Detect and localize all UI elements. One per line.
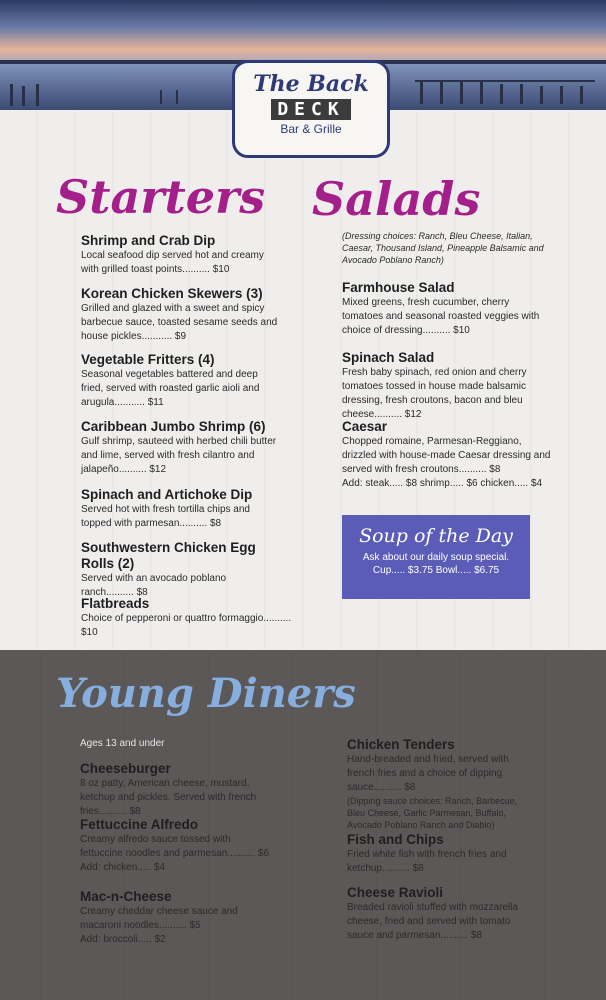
item-name: Korean Chicken Skewers (3)	[81, 286, 263, 301]
kids-item	[80, 817, 275, 875]
starter-item	[81, 233, 281, 277]
kids-item	[347, 737, 537, 831]
starter-item	[81, 487, 281, 531]
salad-item	[342, 280, 552, 338]
item-addons: Add: chicken..... $4	[80, 862, 166, 873]
item-name: Caesar	[342, 419, 388, 434]
item-description: Mixed greens, fresh cucumber, cherry tomatoes and seasonal roasted veggies with choice of dressing.......... $10	[342, 297, 540, 336]
item-description: Fresh baby spinach, red onion and cherry tomatoes tossed in house made balsamic dressing, fresh croutons, bacon and bleu cheese.......... $12	[342, 367, 527, 420]
item-name: Fish and Chips	[347, 832, 444, 847]
logo-line-3: Bar & Grille	[280, 122, 342, 136]
item-name: Chicken Tenders	[347, 737, 455, 752]
dipping-sauce-note: (Dipping sauce choices: Ranch, Barbecue, Bleu Cheese, Garlic Parmesan, Buffalo, Avocado Poblano Ranch and Diablo)	[347, 796, 518, 830]
item-name: Farmhouse Salad	[342, 280, 455, 295]
item-name: Southwestern Chicken Egg Rolls (2)	[81, 540, 256, 571]
item-description: Fried white fish with french fries and ketchup.......... $8	[347, 849, 507, 874]
item-name: Caribbean Jumbo Shrimp (6)	[81, 419, 266, 434]
restaurant-logo	[232, 60, 390, 158]
item-description: Gulf shrimp, sauteed with herbed chili butter and lime, served with fresh cilantro and jalapeño.......... $12	[81, 436, 277, 475]
kids-item	[80, 889, 275, 947]
item-description: 8 oz patty, American cheese, mustard, ketchup and pickles. Served with french fries.......... $8	[80, 778, 257, 817]
salads-heading: Salads	[312, 172, 481, 226]
item-addons: Add: steak..... $8 shrimp..... $6 chicken..... $4	[342, 478, 543, 489]
age-note: Ages 13 and under	[80, 738, 165, 749]
starter-item	[81, 352, 281, 410]
item-name: Spinach and Artichoke Dip	[81, 487, 253, 502]
item-description: Served hot with fresh tortilla chips and topped with parmesan.......... $8	[81, 504, 250, 529]
starter-item	[81, 286, 281, 344]
item-description: Served with an avocado poblano ranch.......... $8	[81, 573, 227, 598]
dressing-note: (Dressing choices: Ranch, Bleu Cheese, Italian, Caesar, Thousand Island, Pineapple Balsamic and Avocado Poblano Ranch)	[342, 231, 544, 265]
item-description: Creamy alfredo sauce tossed with fettuccine noodles and parmesan.......... $6	[80, 834, 270, 859]
item-name: Spinach Salad	[342, 350, 435, 365]
soup-line-2: Cup..... $3.75 Bowl..... $6.75	[372, 565, 500, 576]
item-name: Fettuccine Alfredo	[80, 817, 199, 832]
item-description: Breaded ravioli stuffed with mozzarella cheese, fried and served with tomato sauce and parmesan.......... $8	[347, 902, 519, 941]
item-description: Seasonal vegetables battered and deep fried, served with roasted garlic aioli and arugula........... $11	[81, 369, 260, 408]
item-description: Creamy cheddar cheese sauce and macaroni noodles.......... $5	[80, 906, 238, 931]
item-description: Chopped romaine, Parmesan-Reggiano, drizzled with house-made Caesar dressing and served with fresh croutons.......... $8	[342, 436, 551, 475]
logo-line-1: The Back	[253, 71, 369, 97]
starter-item	[81, 419, 281, 477]
kids-item	[347, 832, 537, 876]
item-name: Cheeseburger	[80, 761, 171, 776]
soup-line-1: Ask about our daily soup special.	[362, 552, 510, 563]
kids-item	[80, 761, 275, 819]
item-description: Local seafood dip served hot and creamy with grilled toast points.......... $10	[81, 250, 264, 275]
soup-of-the-day-box	[342, 515, 530, 599]
salad-item	[342, 350, 552, 422]
item-description: Grilled and glazed with a sweet and spicy barbecue sauce, toasted sesame seeds and house pickles........... $9	[81, 303, 278, 342]
item-name: Flatbreads	[81, 596, 150, 611]
item-name: Mac-n-Cheese	[80, 889, 172, 904]
starters-heading: Starters	[56, 170, 266, 224]
soup-title: Soup of the Day	[359, 525, 513, 547]
item-name: Vegetable Fritters (4)	[81, 352, 215, 367]
salad-item	[342, 419, 552, 491]
young-diners-heading: Young Diners	[56, 670, 356, 717]
starter-item	[81, 540, 281, 600]
item-description: Hand-breaded and fried, served with french fries and a choice of dipping sauce.......... $8	[347, 754, 509, 793]
starter-item	[81, 596, 301, 640]
kids-item	[347, 885, 537, 943]
item-name: Shrimp and Crab Dip	[81, 233, 216, 248]
logo-line-2: DECK	[271, 99, 350, 120]
item-description: Choice of pepperoni or quattro formaggio.......... $10	[81, 613, 292, 638]
item-name: Cheese Ravioli	[347, 885, 444, 900]
item-addons: Add: broccoli..... $2	[80, 934, 166, 945]
